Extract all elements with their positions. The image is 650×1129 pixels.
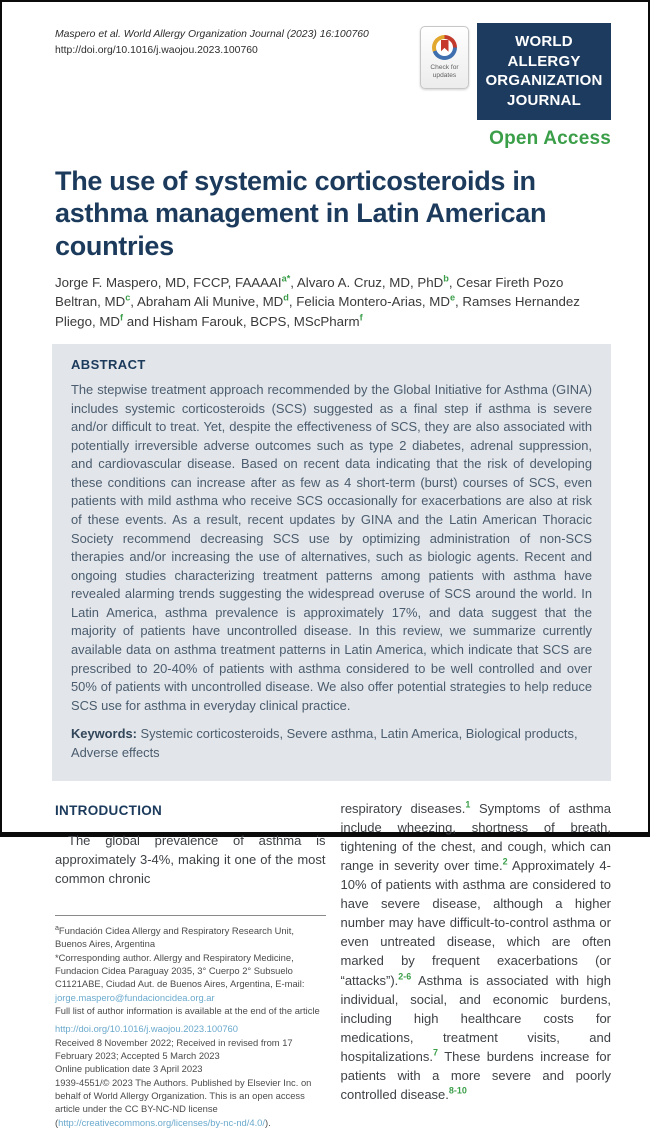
reference-superscript: 7: [433, 1047, 438, 1058]
reference-superscript: 2-6: [398, 971, 412, 982]
hyperlink[interactable]: http://doi.org/10.1016/j.waojou.2023.100760: [55, 1023, 238, 1035]
keywords-text: Systemic corticosteroids, Severe asthma, Latin America, Biological products, Adverse effects: [71, 726, 578, 760]
abstract-heading: ABSTRACT: [71, 356, 146, 372]
introduction-paragraph: The global prevalence of asthma is approximately 3-4%, making it one of the most common chronic: [55, 832, 326, 886]
hyperlink[interactable]: jorge.maspero@fundacioncidea.org.ar: [55, 991, 215, 1003]
received-dates-footnote: Received 8 November 2022; Received in revised from 17 February 2023; Accepted 5 March 2023: [55, 1036, 293, 1061]
keywords-label: Keywords:: [71, 726, 137, 742]
reference-superscript: f: [359, 312, 363, 323]
page-header: [55, 23, 611, 150]
abstract-body: The stepwise treatment approach recommended by the Global Initiative for Asthma (GINA) includes systemic corticosteroids (SCS) suggested as a final step if asthma is severe and/or difficult to treat. Yet, despite the effectiveness of SCS, they are also associated with potentially irreversible adverse outcomes such as type 2 diabetes, adrenal suppression, and cardiovascular disease. Based on recent data indicating that the risk of developing these conditions can increase after as few as 4 short-term (burst) courses of SCS, even patients with mild asthma who receive SCS occasionally for exacerbations are also at risk of these events. As a result, recent updates by GINA and the Latin American Thoracic Society recommend decreasing SCS use by optimizing administration of non-SCS therapies and/or increasing the use of alternatives, such as biologic agents. Recent and ongoing studies characterizing treatment patterns among patients with asthma have revealed alarming trends suggesting the widespread overuse of SCS around the world. In Latin America, asthma prevalence is approximately 17%, and data suggest that the majority of patients have uncontrolled disease. In this review, we summarize currently available data on asthma treatment patterns in Latin America, which indicate that SCS are prescribed to 20-40% of patients with asthma considered to be well controlled and over 50% of patients with uncontrolled disease. We also offer potential strategies to help reduce SCS use for asthma in everyday clinical practice.: [71, 381, 592, 713]
online-date-footnote: Online publication date 3 April 2023: [55, 1063, 203, 1075]
two-column-body: [55, 799, 611, 1129]
logo-line-1: WORLD ALLERGY: [507, 33, 581, 70]
page-container: [2, 2, 648, 1129]
citation-text: Maspero et al. World Allergy Organization Journal (2023) 16:100760: [55, 29, 369, 40]
check-for-updates-label: Check for updates: [430, 63, 459, 79]
left-column: [55, 799, 326, 1129]
logo-line-2: ORGANIZATION: [485, 72, 603, 89]
reference-superscript: e: [449, 293, 456, 304]
header-right: [420, 23, 611, 150]
reference-superscript: d: [283, 293, 289, 304]
reference-superscript: f: [120, 312, 124, 323]
doi-footnote: [55, 1022, 326, 1035]
abstract-section: [52, 344, 611, 781]
check-for-updates-badge[interactable]: [420, 26, 469, 89]
citation-block: [55, 23, 369, 58]
introduction-heading: INTRODUCTION: [55, 802, 163, 818]
keywords-line: [71, 725, 592, 762]
reference-superscript: 8-10: [448, 1085, 467, 1096]
right-column: [341, 799, 612, 1129]
reference-superscript: a*: [281, 273, 291, 284]
journal-logo: [477, 23, 611, 120]
author-list: Jorge F. Maspero, MD, FCCP, FAAAAI$^{a*}$, Alvaro A. Cruz, MD, PhD$^b$, Cesar Fireth Pozo Beltran, MD$^c$, Abraham Ali Munive, MD$^d$, Felicia Montero-Arias, MDe, Ramses Hernandez Pliego, MD$^f$ and Hisham Farouk, BCPS, MScPharm$^f$: [55, 273, 580, 329]
article-title: The use of systemic corticosteroids in asthma management in Latin American countries: [55, 166, 547, 261]
reference-superscript: b: [443, 273, 449, 284]
citation-doi[interactable]: http://doi.org/10.1016/j.waojou.2023.100760: [55, 44, 258, 56]
reference-superscript: 1: [465, 799, 471, 810]
crossmark-icon: [432, 35, 457, 60]
journal-logo-column: [477, 23, 611, 150]
reference-superscript: a: [55, 924, 59, 932]
logo-line-3: JOURNAL: [507, 91, 581, 109]
affiliation-footnote: $^a$Fundación Cidea Allergy and Respiratory Research Unit, Buenos Aires, Argentina: [55, 924, 294, 950]
hyperlink[interactable]: http://creativecommons.org/licenses/by-nc-nd/4.0/: [58, 1116, 265, 1128]
reference-superscript: c: [125, 293, 131, 304]
footnotes-block: [55, 915, 326, 1129]
corresponding-author-footnote: *Corresponding author. Allergy and Respiratory Medicine, Fundacion Cidea Paraguay 2035, 3° Cuerpo 2° Subsuelo C1121ABE, Ciudad Aut. de Buenos Aires, Argentina, E-mail: jorge.maspero@fundacioncidea.org.ar: [55, 951, 305, 1003]
bookmark-icon: [441, 40, 449, 52]
right-column-paragraph: respiratory diseases.$^1$ Symptoms of asthma include wheezing, shortness of breath, tightening of the chest, and cough, which can range in severity over time.$^2$ Approximately 4-10% of patients with asthma are considered to have severe disease, although a higher number may have difficult-to-control asthma or even untreated disease, which are often marked by frequent exacerbations (or “attacks”).$^{2-6}$ Asthma is associated with high individual, social, and economic burdens, including high healthcare costs for medications, treatment visits, and hospitalizations.$^7$ These burdens increase for patients with a more severe and poorly controlled disease.$^{8-10}$: [340, 799, 611, 1103]
open-access-label: Open Access: [489, 128, 611, 149]
reference-superscript: 2: [502, 856, 508, 867]
copyright-footnote: 1939-4551/© 2023 The Authors. Published by Elsevier Inc. on behalf of World Allergy Organization. This is an open access article under the CC BY-NC-ND license (http://creativecommons.org/licenses/by-nc-nd/4.0/).: [55, 1076, 312, 1128]
full-list-footnote: Full list of author information is available at the end of the article: [55, 1004, 320, 1016]
